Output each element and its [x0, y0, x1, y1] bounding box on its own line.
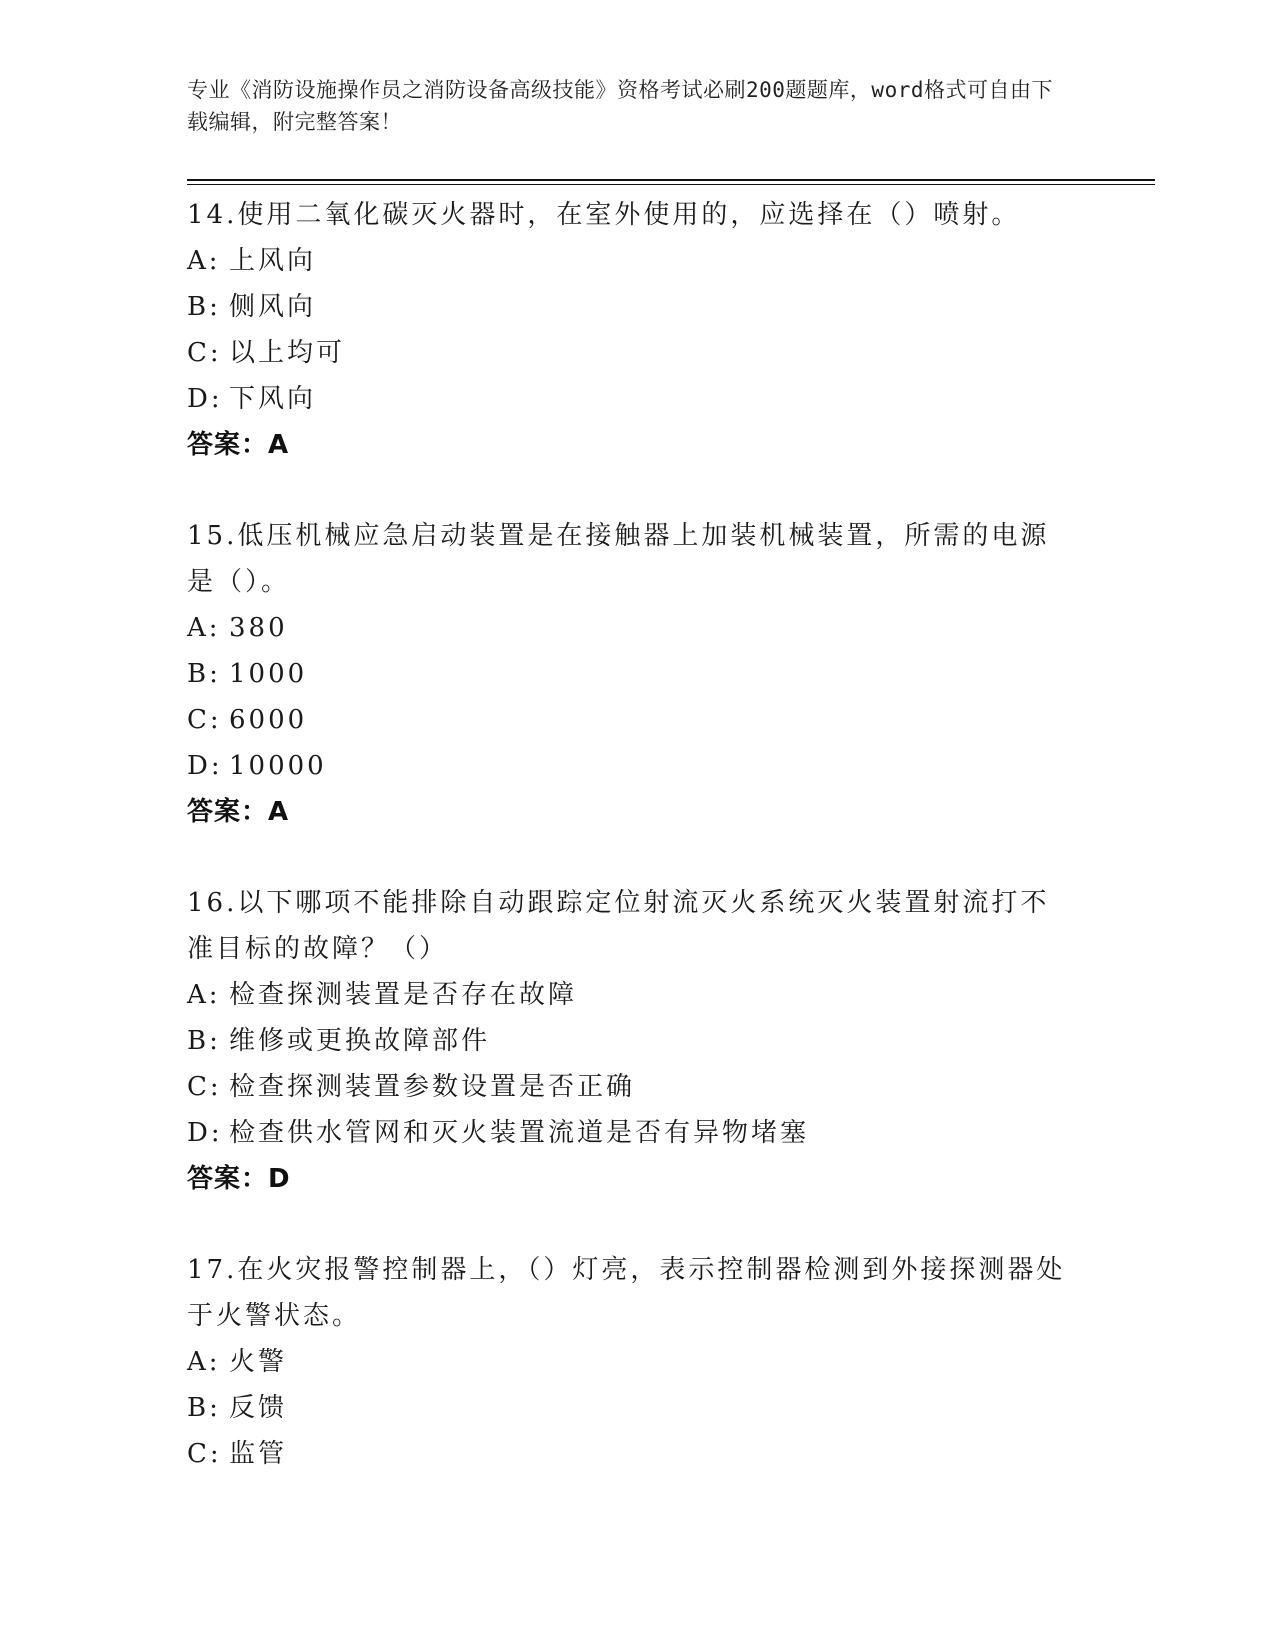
option-a [187, 972, 1067, 1018]
option-b [187, 1385, 1067, 1431]
question-stem: 17.在火灾报警控制器上，（）灯亮，表示控制器检测到外接探测器处于火警状态。 [187, 1255, 1066, 1331]
header-divider-thick [187, 179, 1155, 181]
option-text: 380 [229, 613, 288, 643]
option-d [187, 1110, 1067, 1156]
option-letter: B: [187, 1393, 221, 1423]
option-text: 反馈 [229, 1393, 288, 1423]
question-list [187, 192, 1067, 1522]
option-text: 1000 [229, 659, 308, 689]
option-text: 检查探测装置参数设置是否正确 [229, 1072, 636, 1102]
question-stem: 14.使用二氧化碳灭火器时，在室外使用的，应选择在（）喷射。 [187, 200, 1021, 230]
option-c [187, 1431, 1067, 1477]
option-letter: C: [187, 705, 222, 735]
option-d [187, 376, 1067, 422]
question-stem: 15.低压机械应急启动装置是在接触器上加装机械装置，所需的电源是（）。 [187, 521, 1050, 597]
option-letter: C: [187, 1072, 222, 1102]
option-b [187, 651, 1067, 697]
option-text: 以上均可 [229, 338, 346, 368]
option-c [187, 697, 1067, 743]
option-letter: A: [187, 1347, 221, 1377]
option-letter: B: [187, 1026, 221, 1056]
option-letter: C: [187, 338, 222, 368]
answer-line: 答案：A [187, 797, 290, 827]
option-text: 6000 [229, 705, 308, 735]
question-16 [187, 880, 1067, 1202]
option-letter: B: [187, 659, 221, 689]
answer-line: 答案：A [187, 430, 290, 460]
option-text: 侧风向 [229, 292, 317, 322]
option-text: 检查供水管网和灭火装置流道是否有异物堵塞 [229, 1118, 810, 1148]
option-d [187, 743, 1067, 789]
option-text: 下风向 [229, 384, 317, 414]
option-b [187, 1018, 1067, 1064]
option-text: 上风向 [229, 246, 317, 276]
document-header: 专业《消防设施操作员之消防设备高级技能》资格考试必刷200题题库，word格式可自由下载编辑，附完整答案！ [187, 78, 1053, 134]
question-17 [187, 1247, 1067, 1477]
question-stem: 16.以下哪项不能排除自动跟踪定位射流灭火系统灭火装置射流打不准目标的故障？（） [187, 888, 1050, 964]
option-a [187, 605, 1067, 651]
option-b [187, 284, 1067, 330]
question-15 [187, 513, 1067, 835]
question-14 [187, 192, 1067, 468]
option-letter: A: [187, 613, 221, 643]
option-letter: B: [187, 292, 221, 322]
option-letter: C: [187, 1439, 222, 1469]
answer-line: 答案：D [187, 1164, 291, 1194]
option-text: 火警 [229, 1347, 288, 1377]
option-text: 监管 [229, 1439, 288, 1469]
option-text: 检查探测装置是否存在故障 [229, 980, 578, 1010]
option-text: 10000 [229, 751, 327, 781]
option-a [187, 238, 1067, 284]
option-text: 维修或更换故障部件 [229, 1026, 491, 1056]
option-letter: D: [187, 1118, 223, 1148]
option-letter: D: [187, 751, 223, 781]
option-letter: D: [187, 384, 223, 414]
option-c [187, 330, 1067, 376]
option-letter: A: [187, 980, 221, 1010]
option-a [187, 1339, 1067, 1385]
header-divider-thin [187, 184, 1155, 185]
option-c [187, 1064, 1067, 1110]
option-letter: A: [187, 246, 221, 276]
